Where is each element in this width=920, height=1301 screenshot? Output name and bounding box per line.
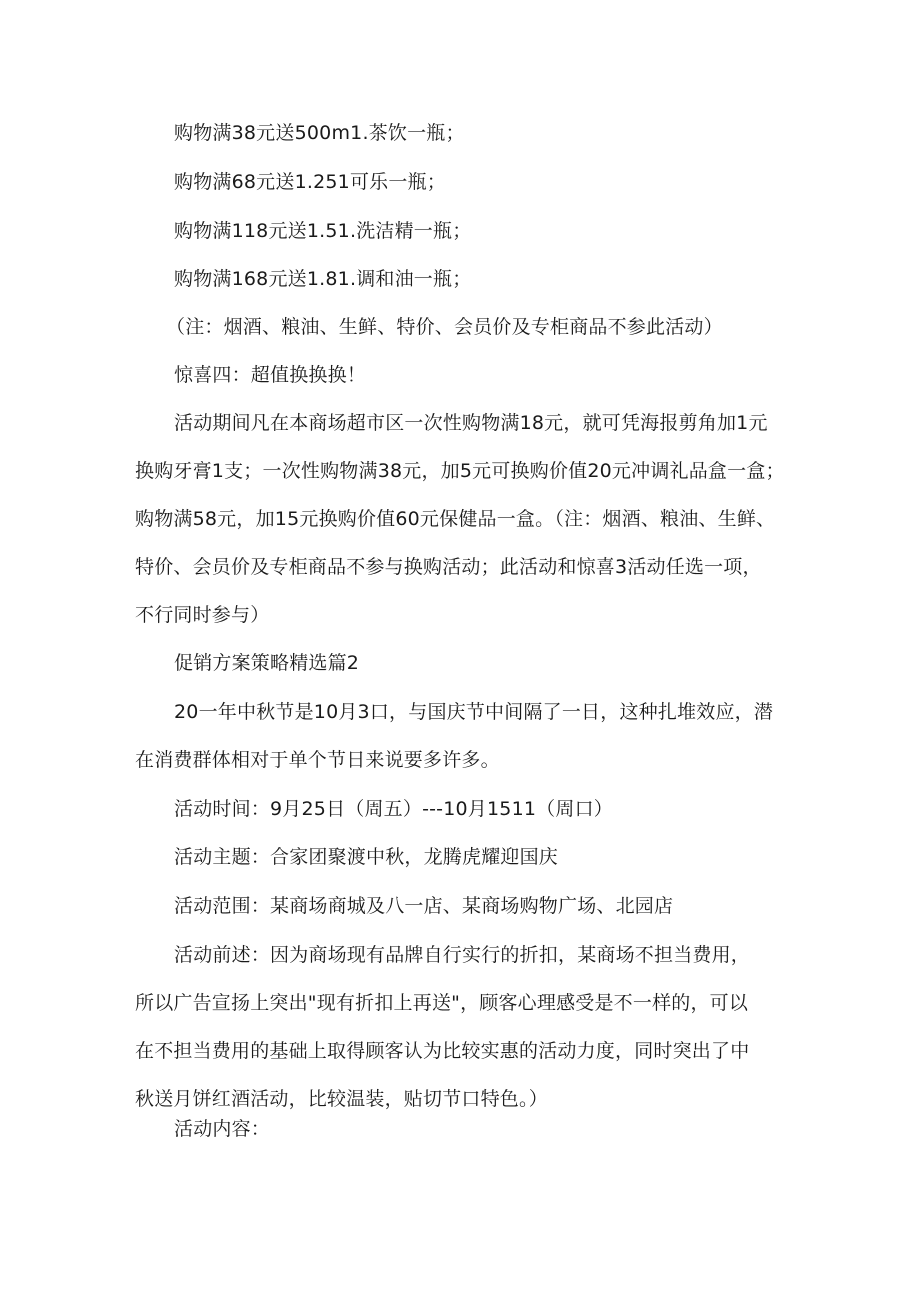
gift-tier-168: 购物满168元送1.81.调和油一瓶； bbox=[174, 268, 472, 290]
section-heading-2: 促销方案策略精选篇2 bbox=[174, 652, 360, 674]
intro-line-2: 在消费群体相对于单个节日来说要多许多。 bbox=[135, 749, 500, 771]
preface-line-1: 活动前述：因为商场现有品牌自行实行的折扣，某商场不担当费用， bbox=[174, 944, 751, 966]
intro-line-1: 20一年中秋节是10月3口，与国庆节中间隔了一日，这种扎堆效应，潜 bbox=[174, 701, 774, 723]
preface-line-3: 在不担当费用的基础上取得顾客认为比较实惠的活动力度，同时突出了中 bbox=[135, 1040, 750, 1062]
gift-tier-38: 购物满38元送500m1.茶饮一瓶； bbox=[174, 122, 465, 144]
exchange-line-4: 特价、会员价及专柜商品不参与换购活动；此活动和惊喜3活动任选一项， bbox=[135, 556, 762, 578]
surprise-four-heading: 惊喜四：超值换换换！ bbox=[174, 364, 367, 386]
gift-tier-68: 购物满68元送1.251可乐一瓶； bbox=[174, 171, 446, 193]
exchange-line-1: 活动期间凡在本商场超市区一次性购物满18元，就可凭海报剪角加1元 bbox=[174, 412, 768, 434]
exclusion-note: （注：烟酒、粮油、生鲜、特价、会员价及专柜商品不参此活动） bbox=[166, 316, 723, 338]
activity-theme: 活动主题：合家团聚渡中秋，龙腾虎耀迎国庆 bbox=[174, 846, 559, 868]
gift-tier-118: 购物满118元送1.51.洗洁精一瓶； bbox=[174, 220, 472, 242]
exchange-line-5: 不行同时参与） bbox=[135, 604, 270, 626]
activity-scope: 活动范围：某商场商城及八一店、某商场购物广场、北园店 bbox=[174, 895, 674, 917]
exchange-line-3: 购物满58元，加15元换购价值60元保健品一盒。（注：烟酒、粮油、生鲜、 bbox=[135, 508, 776, 530]
preface-line-2: 所以广告宣扬上突出"现有折扣上再送"，顾客心理感受是不一样的，可以 bbox=[135, 992, 749, 1014]
activity-content-heading: 活动内容： bbox=[174, 1118, 271, 1140]
exchange-line-2: 换购牙膏1支；一次性购物满38元，加5元可换购价值20元冲调礼品盒一盒； bbox=[135, 460, 785, 482]
preface-line-4: 秋送月饼红酒活动，比较温装，贴切节口特色。） bbox=[135, 1088, 548, 1110]
activity-time: 活动时间：9月25日（周五）---10月1511（周口） bbox=[174, 798, 613, 820]
